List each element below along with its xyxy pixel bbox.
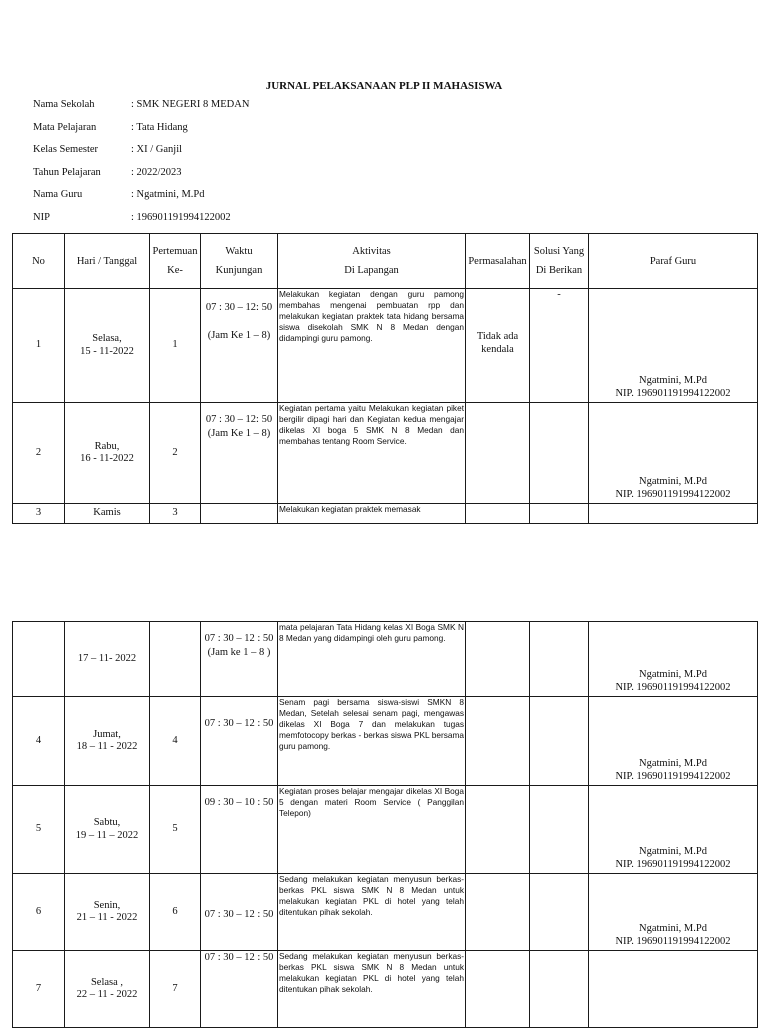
table-row: [13, 786, 758, 874]
row-hari-tanggal: Selasa , 22 – 11 - 2022: [65, 951, 150, 1028]
row-solusi: [530, 504, 589, 524]
row-paraf-guru: [589, 289, 758, 403]
row-waktu: 07 : 30 – 12 : 50: [201, 951, 278, 1028]
row-waktu: 07 : 30 – 12 : 50: [201, 697, 278, 786]
meta-label: Tahun Pelajaran: [33, 166, 101, 178]
row-permasalahan: Tidak ada kendala: [466, 289, 530, 403]
row-paraf-guru: [589, 504, 758, 524]
row-hari-tanggal: Senin, 21 – 11 - 2022: [65, 874, 150, 951]
row-paraf-guru: [589, 874, 758, 951]
paraf-nip: NIP. 196901191994122002: [615, 681, 731, 693]
row-waktu: 07 : 30 – 12 : 50 (Jam ke 1 – 8 ): [201, 622, 278, 697]
row-waktu: [201, 504, 278, 524]
row-hari-tanggal: Sabtu, 19 – 11 – 2022: [65, 786, 150, 874]
row-permasalahan: [466, 697, 530, 786]
header-paraf-guru: Paraf Guru: [589, 234, 758, 289]
header-waktu: Waktu Kunjungan: [201, 234, 278, 289]
row-paraf-guru: [589, 622, 758, 697]
meta-row: [33, 144, 249, 167]
meta-row: [33, 167, 249, 190]
table-row: [13, 622, 758, 697]
header-aktivitas: Aktivitas Di Lapangan: [278, 234, 466, 289]
row-permasalahan: [466, 786, 530, 874]
row-pertemuan: 1: [150, 289, 201, 403]
document-title: JURNAL PELAKSANAAN PLP II MAHASISWA: [265, 80, 503, 92]
row-no: 7: [13, 951, 65, 1028]
row-hari-tanggal: 17 – 11- 2022: [65, 622, 150, 697]
header-solusi: Solusi Yang Di Berikan: [530, 234, 589, 289]
row-pertemuan: 5: [150, 786, 201, 874]
row-solusi: [530, 403, 589, 504]
meta-label: Mata Pelajaran: [33, 121, 97, 133]
row-no: 1: [13, 289, 65, 403]
row-aktivitas: Melakukan kegiatan praktek memasak: [278, 504, 466, 524]
row-solusi: [530, 697, 589, 786]
paraf-nip: NIP. 196901191994122002: [615, 770, 731, 782]
row-hari-tanggal: Jumat, 18 – 11 - 2022: [65, 697, 150, 786]
row-no: 3: [13, 504, 65, 524]
meta-value: : Tata Hidang: [131, 121, 188, 133]
row-solusi: -: [530, 289, 589, 403]
meta-value: : Ngatmini, M.Pd: [131, 189, 205, 200]
meta-row: [33, 212, 249, 235]
header-hari-tanggal: Hari / Tanggal: [65, 234, 150, 289]
row-no: [13, 622, 65, 697]
row-aktivitas: mata pelajaran Tata Hidang kelas XI Boga SMK N 8 Medan yang didampingi oleh guru pamong.: [278, 622, 466, 697]
row-aktivitas: Kegiatan proses belajar mengajar dikelas XI Boga 5 dengan materi Room Service ( Panggilan Telepon): [278, 786, 466, 874]
paraf-name: Ngatmini, M.Pd: [639, 375, 707, 386]
table-header-row: [13, 234, 758, 289]
table-row: [13, 289, 758, 403]
row-waktu: 07 : 30 – 12: 50 (Jam Ke 1 – 8): [201, 403, 278, 504]
paraf-nip: NIP. 196901191994122002: [615, 935, 731, 947]
row-no: 4: [13, 697, 65, 786]
table-row: [13, 504, 758, 524]
row-aktivitas: Sedang melakukan kegiatan menyusun berkas-berkas PKL siswa SMK N 8 Medan untuk melakukan kegiatan PKL di hotel yang telah ditentukan pihak sekolah.: [278, 951, 466, 1028]
header-pertemuan: Pertemuan Ke-: [150, 234, 201, 289]
paraf-nip: NIP. 196901191994122002: [615, 858, 731, 870]
row-aktivitas: Kegiatan pertama yaitu Melakukan kegiatan piket bergilir dipagi hari dan Kegiatan kedua mengajar dikelas XI boga 5 SMK N 8 Medan dan membahas tentang Room Service.: [278, 403, 466, 504]
meta-label: Kelas Semester: [33, 144, 99, 155]
paraf-name: Ngatmini, M.Pd: [639, 476, 707, 487]
row-aktivitas: Senam pagi bersama siswa-siswi SMKN 8 Medan, Setelah selesai senam pagi, mengawas dikelas XI Boga 7 dan melakukan tugas memfotocopy berkas - berkas siswa PKL bersama guru pamong.: [278, 697, 466, 786]
row-no: 5: [13, 786, 65, 874]
row-pertemuan: [150, 622, 201, 697]
paraf-nip: NIP. 196901191994122002: [615, 387, 731, 399]
row-permasalahan: [466, 874, 530, 951]
paraf-name: Ngatmini, M.Pd: [639, 758, 707, 769]
journal-table-page-1: [12, 233, 758, 524]
meta-value: : SMK NEGERI 8 MEDAN: [131, 99, 250, 110]
table-row: [13, 697, 758, 786]
header-permasalahan: Permasalahan: [466, 234, 530, 289]
meta-value: : 196901191994122002: [131, 211, 231, 223]
meta-value: : 2022/2023: [131, 166, 182, 178]
row-permasalahan: [466, 951, 530, 1028]
row-paraf-guru: [589, 697, 758, 786]
table-row: [13, 874, 758, 951]
paraf-name: Ngatmini, M.Pd: [639, 669, 707, 680]
meta-label: NIP: [33, 211, 50, 223]
meta-value: : XI / Ganjil: [131, 144, 183, 155]
row-aktivitas: Sedang melakukan kegiatan menyusun berkas-berkas PKL siswa SMK N 8 Medan untuk melakukan kegiatan PKL di hotel yang telah ditentukan pihak sekolah.: [278, 874, 466, 951]
row-hari-tanggal: Selasa, 15 - 11-2022: [65, 289, 150, 403]
row-waktu: 07 : 30 – 12: 50 (Jam Ke 1 – 8): [201, 289, 278, 403]
row-permasalahan: [466, 403, 530, 504]
paraf-name: Ngatmini, M.Pd: [639, 846, 707, 857]
row-waktu: 07 : 30 – 12 : 50: [201, 874, 278, 951]
table-row: [13, 951, 758, 1028]
row-paraf-guru: [589, 403, 758, 504]
row-solusi: [530, 874, 589, 951]
meta-info: [33, 99, 249, 234]
meta-label: Nama Guru: [33, 189, 83, 200]
row-hari-tanggal: Rabu, 16 - 11-2022: [65, 403, 150, 504]
row-solusi: [530, 786, 589, 874]
meta-row: [33, 189, 249, 212]
row-solusi: [530, 622, 589, 697]
table-row: [13, 403, 758, 504]
paraf-name: Ngatmini, M.Pd: [639, 923, 707, 934]
row-solusi: [530, 951, 589, 1028]
row-pertemuan: 6: [150, 874, 201, 951]
row-no: 2: [13, 403, 65, 504]
journal-table-page-2: [12, 621, 758, 1028]
meta-row: [33, 99, 249, 122]
row-aktivitas: Melakukan kegiatan dengan guru pamong membahas mengenai pembuatan rpp dan melakukan kegiatan praktek tata hidang bersama siswa disekolah SMK N 8 Medan dengan didampingi guru pamong.: [278, 289, 466, 403]
row-pertemuan: 7: [150, 951, 201, 1028]
row-paraf-guru: [589, 786, 758, 874]
row-pertemuan: 2: [150, 403, 201, 504]
meta-label: Nama Sekolah: [33, 99, 95, 110]
header-no: No: [13, 234, 65, 289]
row-permasalahan: [466, 622, 530, 697]
row-hari-tanggal: Kamis: [65, 504, 150, 524]
row-no: 6: [13, 874, 65, 951]
row-permasalahan: [466, 504, 530, 524]
row-pertemuan: 3: [150, 504, 201, 524]
meta-row: [33, 122, 249, 145]
paraf-nip: NIP. 196901191994122002: [615, 488, 731, 500]
row-pertemuan: 4: [150, 697, 201, 786]
row-waktu: 09 : 30 – 10 : 50: [201, 786, 278, 874]
row-paraf-guru: [589, 951, 758, 1028]
